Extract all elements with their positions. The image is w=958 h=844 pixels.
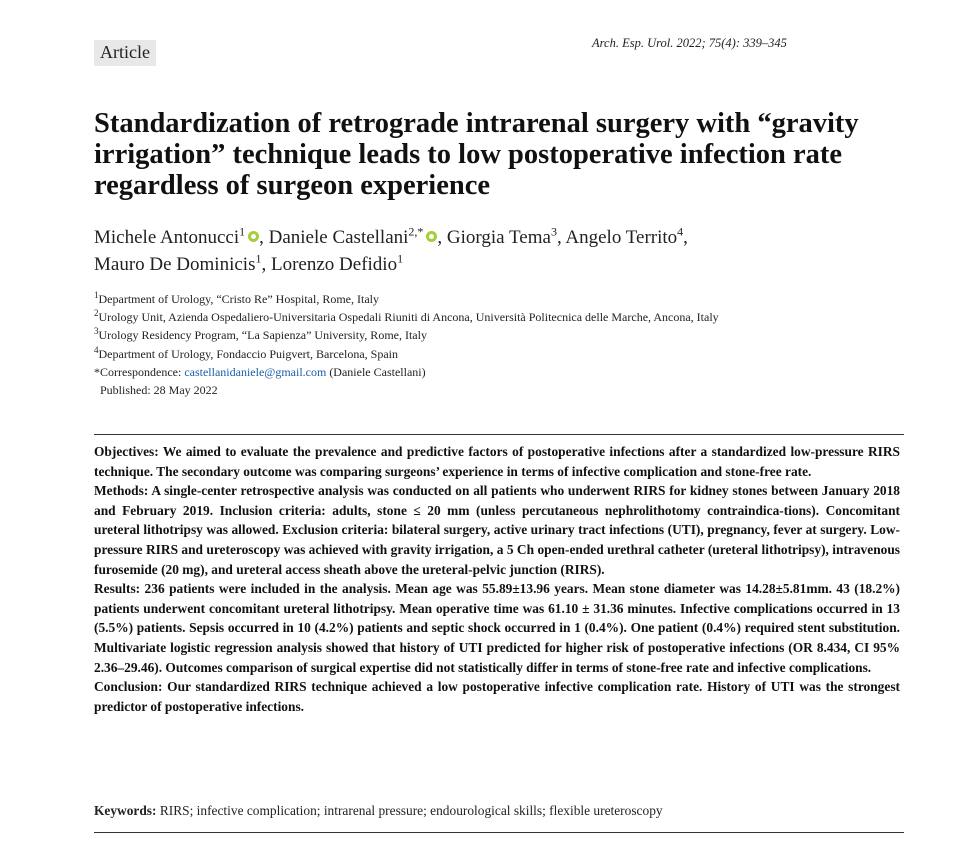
author: Giorgia Tema$^3$	[446, 224, 557, 248]
keywords-text: RIRS; infective complication; intrarenal pressure; endourological skills; flexible ureteroscopy	[156, 803, 663, 818]
abstract-methods: Methods: A single-center retrospective analysis was conducted on all patients who underwent RIRS for kidney stones between January 2018 and February 2019. Inclusion criteria: adults, stone ≤ 20 mm (unless percutaneous nephrolithotomy contraindica-tions). Concomitant ureteral lithotripsy was allowed. Exclusion criteria: bilateral surgery, active urinary tract infections (UTI), pregnancy, fever at surgery. Low-pressure RIRS and ureteroscopy was achieved with gravity irrigation, a 5 Ch open-ended urethral catheter (ureteral lithotripsy), intravenous furosemide (20 mg), and ureteral access sheath above the ureteral-pelvic junction (RIRS).	[94, 483, 900, 577]
orcid-icon[interactable]	[426, 231, 437, 242]
author: Mauro De Dominicis$^1$	[94, 251, 262, 275]
author: Angelo Territo$^4$	[565, 224, 684, 248]
affiliation-2: $^2$Urology Unit, Azienda Ospedaliero-Universitaria Ospedali Riuniti di Ancona, Università Politecnica delle Marche, Ancona, Italy	[94, 308, 719, 325]
abstract-conclusion: Conclusion: Our standardized RIRS technique achieved a low postoperative infective complication rate. History of UTI was the strongest predictor of postoperative infections.	[94, 679, 900, 714]
orcid-icon[interactable]	[248, 231, 259, 242]
journal-reference: Arch. Esp. Urol. 2022; 75(4): 339–345	[592, 36, 787, 50]
article-type-badge: Article	[94, 40, 156, 66]
keywords-label: Keywords:	[94, 803, 157, 818]
correspondence: *Correspondence: castellanidaniele@gmail.com (Daniele Castellani)	[94, 364, 426, 379]
affiliation-3: $^3$Urology Residency Program, “La Sapienza” University, Rome, Italy	[94, 326, 427, 343]
abstract	[94, 442, 900, 716]
affiliation-1: $^1$Department of Urology, “Cristo Re” Hospital, Rome, Italy	[94, 290, 379, 306]
correspondence-email-link[interactable]: castellanidaniele@gmail.com	[184, 364, 327, 379]
keywords	[94, 803, 900, 819]
abstract-top-divider	[94, 434, 904, 435]
paper-title: Standardization of retrograde intrarenal surgery with “gravity irrigation” technique leads to low postoperative infection rate regardless of surgeon experience	[94, 108, 859, 201]
abstract-results: Results: 236 patients were included in the analysis. Mean age was 55.89±13.96 years. Mean stone diameter was 14.28±5.81mm. 43 (18.2%) patients underwent concomitant ureteral lithotripsy. Mean operative time was 61.10 ± 31.36 minutes. Infective complications occurred in 13 (5.5%) patients. Sepsis occurred in 10 (4.2%) patients and septic shock occurred in 1 (0.4%). One patient (0.4%) required stent substitution. Multivariate logistic regression analysis showed that history of UTI predicted for higher risk of postoperative infections (OR 8.434, CI 95% 2.36–29.46). Outcomes comparison of surgical expertise did not statistically differ in terms of stone-free rate and infective complications.	[94, 581, 900, 675]
author: Michele Antonucci$^1$	[94, 227, 259, 248]
affiliation-4: $^4$Department of Urology, Fondaccio Puigvert, Barcelona, Spain	[94, 344, 398, 361]
author: Daniele Castellani$^{2,*}$	[269, 227, 438, 248]
abstract-objectives: Objectives: We aimed to evaluate the prevalence and predictive factors of postoperative infections after a standardized low-pressure RIRS technique. The secondary outcome was comparing surgeons’ experience in terms of infective complication and stone-free rate.	[94, 444, 900, 479]
author: Lorenzo Defidio$^1$	[270, 251, 404, 275]
published-date: Published: 28 May 2022	[100, 383, 218, 398]
abstract-bottom-divider	[94, 832, 904, 833]
author-list: Michele Antonucci$^1$ , Daniele Castellani$^{2,*}$ , Giorgia Tema$^3$, Angelo Territo$^4$, Mauro De Dominicis$^1$, Lorenzo Defidio$^1$	[94, 224, 688, 275]
affiliations	[94, 290, 874, 399]
